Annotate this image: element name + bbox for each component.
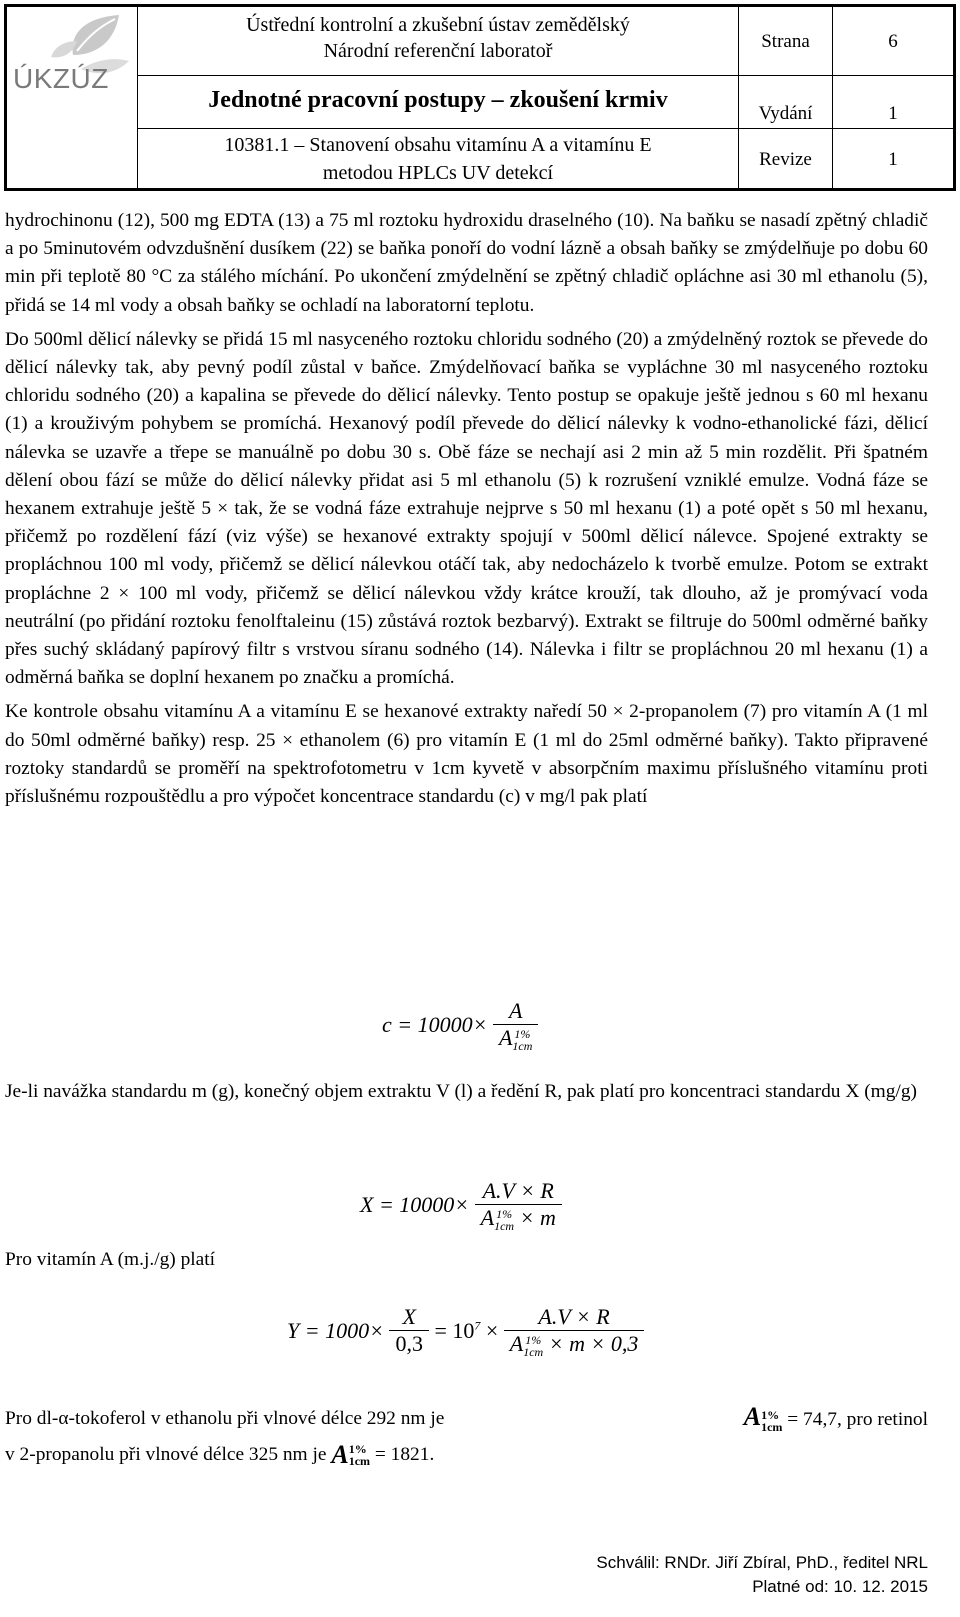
header-divider: [138, 75, 738, 76]
institute-name: [138, 12, 738, 64]
standard-name: [138, 131, 738, 187]
header-divider: [739, 75, 953, 76]
paragraph: Do 500ml dělicí nálevky se přidá 15 ml nasyceného roztoku chloridu sodného (20) a zmýdelněný roztok se převede do dělicí nálevky tak, aby pevný podíl zůstal v baňce. Zmýdelňovací baňka se vypláchne 30 ml nasyceného roztoku chloridu sodného (20) a kapalina se převede do dělicí nálevky. Tento postup se opakuje ještě jednou s 60 ml hexanu (1) a krouživým pohybem se promíchá. Hexanový podíl převede do dělicí nálevky k vodno-ethanolické fázi, dělicí nálevka se uzavře a třepe se manuálně po dobu 30 s. Obě fáze se nechají asi 2 min až 5 min rozdělit. Při špatném dělení obou fází se může do dělicí nálevky přidat asi 5 ml ethanolu (5) k rozrušení vzniklé emulze. Vodná fáze se hexanem extrahuje ještě 5 × tak, že se vodná fáze extrahuje nejprve s 50 ml hexanu (1) a poté opět s 50 ml hexanu, přičemž po rozdělení fází (viz výše) se hexanové extrakty spojují v 500ml dělicí nálevce. Spojené extrakty se propláchnou 100 ml vody, přičemž se dělicí nálevkou otáčí tak, aby nedocházelo k tvorbě emulze. Potom se extrakt propláchne 2 × 100 ml vody, přičemž se dělicí nálevkou vždy krátce krouží, tak dlouho, až je promývací voda neutrální (po přidání roztoku fenolftaleinu (15) zůstává roztok bezbarvý). Extrakt se filtruje do 500ml odměrné baňky přes suchý skládaný papírový filtr s vrstvou síranu sodného (14). Nálevka i filtr se propláchnou 20 ml hexanu (1) a odměrná baňka se doplní hexanem po značku a promíchá.: [5, 328, 928, 689]
formula-denominator-tail: × m: [519, 1205, 556, 1230]
absorbance-sub: 1cm: [512, 1038, 533, 1053]
formula-concentration: [382, 998, 538, 1052]
body-section: [5, 1246, 928, 1280]
constant-line: [5, 1402, 928, 1436]
constant-text: Pro dl-α-tokoferol v ethanolu při vlnové délce 292 nm je: [5, 1407, 445, 1429]
formula-lhs: Y = 1000×: [287, 1317, 384, 1343]
absorbance-indices: [761, 1409, 782, 1433]
footer-valid-from: Platné od: 10. 12. 2015: [752, 1577, 928, 1596]
institute-line: Národní referenční laboratoř: [323, 40, 553, 62]
absorbance-sub: 1cm: [761, 1419, 783, 1434]
formula-exponent: 7: [474, 1318, 481, 1333]
institute-logo: [11, 11, 137, 187]
document-header: [4, 4, 956, 191]
absorbance-symbol: A: [480, 1205, 495, 1230]
constant-text: v 2-propanolu při vlnové délce 325 nm je: [5, 1443, 327, 1465]
formula-fraction: [493, 998, 538, 1052]
absorbance-sub: 1cm: [494, 1218, 515, 1233]
formula-denominator: [504, 1330, 645, 1358]
paragraph: Ke kontrole obsahu vitamínu A a vitamínu E se hexanové extrakty naředí 50 × 2-propanolem (7) pro vitamín A (1 ml do 50ml odměrné baňky) resp. 25 × ethanolem (6) pro vitamín E (1 ml do 25ml odměrné baňky). Takto připravené roztoky standardů se proměří na spektrofotometru v 1cm kyvetě v absorpčním maximu příslušného vitamínu proti příslušnému rozpouštědlu a pro výpočet koncentrace standardu (c) v mg/l pak platí: [5, 701, 928, 808]
absorbance-indices: [512, 1028, 532, 1052]
paragraph: hydrochinonu (12), 500 mg EDTA (13) a 75 ml roztoku hydroxidu draselného (10). Na baňku se nasadí zpětný chladič a po 5minutovém odvzdušnění dusíkem (22) se baňka ponoří do vodní lázně a obsah baňky se zmýdelňuje po dobu 60 min při teplotě 80 °C za stálého míchání. Po ukončení zmýdelnění se zpětný chladič opláchne asi 30 ml ethanolu (5), přidá se 14 ml vody a obsah baňky se ochladí na laboratorní teplotu.: [5, 210, 928, 316]
absorbance-sup: 1%: [496, 1206, 513, 1221]
absorbance-indices: [523, 1334, 543, 1358]
formula-fraction: [389, 1304, 429, 1357]
formula-standard-x: [360, 1178, 562, 1232]
absorbance-sub: 1cm: [348, 1454, 371, 1468]
paragraph: Je-li navážka standardu m (g), konečný objem extraktu V (l) a ředění R, pak platí pro koncentraci standardu X (mg/g): [5, 1081, 917, 1102]
absorbance-sub: 1cm: [523, 1344, 544, 1359]
body-section: [5, 1078, 928, 1112]
body-section: [5, 207, 928, 817]
absorbance-indices: [349, 1443, 370, 1467]
formula-numerator: A: [508, 998, 523, 1023]
formula-middle: [434, 1318, 498, 1343]
standard-line: metodou HPLCs UV detekcí: [322, 162, 554, 184]
formula-fraction: [475, 1178, 562, 1232]
formula-denominator: [493, 1024, 538, 1052]
formula-numerator: A.V × R: [482, 1178, 554, 1203]
formula-fraction: [504, 1304, 645, 1358]
logo-text: ÚKZÚZ: [13, 63, 109, 94]
constant-text: = 74,7, pro retinol: [787, 1409, 928, 1431]
formula-power-base: = 10: [434, 1317, 475, 1343]
paragraph: Pro vitamín A (m.j./g) platí: [5, 1249, 216, 1270]
header-divider: [739, 128, 953, 129]
formula-lhs: X = 10000×: [360, 1191, 470, 1217]
revision-value: 1: [888, 149, 898, 170]
constant-line: [5, 1436, 928, 1474]
header-divider: [138, 128, 738, 129]
formula-times: ×: [485, 1317, 499, 1343]
formula-denominator-tail: × m × 0,3: [548, 1331, 639, 1356]
absorbance-symbol: A: [498, 1025, 513, 1050]
constant-text: = 1821.: [374, 1443, 435, 1465]
formula-numerator: X: [402, 1304, 416, 1330]
edition-value: 1: [888, 103, 898, 124]
revision-label: Revize: [759, 149, 812, 170]
absorbance-sup: 1%: [525, 1332, 542, 1347]
page-value: 6: [888, 31, 898, 52]
absorbance-sup: 1%: [761, 1407, 780, 1422]
absorbance-symbol: A: [331, 1439, 349, 1469]
absorbance-symbol: A: [743, 1402, 762, 1432]
constants-paragraph: [5, 1402, 928, 1474]
footer-approved: Schválil: RNDr. Jiří Zbíral, PhD., ředitel NRL: [596, 1553, 928, 1572]
standard-line: 10381.1 – Stanovení obsahu vitamínu A a vitamínu E: [224, 134, 652, 156]
formula-lhs: c = 10000×: [382, 1011, 488, 1037]
institute-line: Ústřední kontrolní a zkušební ústav zemědělský: [246, 14, 630, 36]
formula-vitamin-a: [287, 1304, 644, 1358]
absorbance-sup: 1%: [514, 1026, 531, 1041]
formula-denominator: 0,3: [389, 1330, 429, 1357]
edition-label: Vydání: [758, 103, 813, 124]
page-label: Strana: [761, 31, 810, 52]
absorbance-indices: [494, 1208, 514, 1232]
document-title: Jednotné pracovní postupy – zkoušení krmiv: [208, 87, 668, 113]
absorbance-symbol: A: [509, 1331, 524, 1356]
constant-value: [744, 1403, 928, 1434]
formula-denominator: [475, 1204, 562, 1232]
absorbance-sup: 1%: [348, 1442, 367, 1456]
formula-numerator: A.V × R: [538, 1304, 610, 1329]
